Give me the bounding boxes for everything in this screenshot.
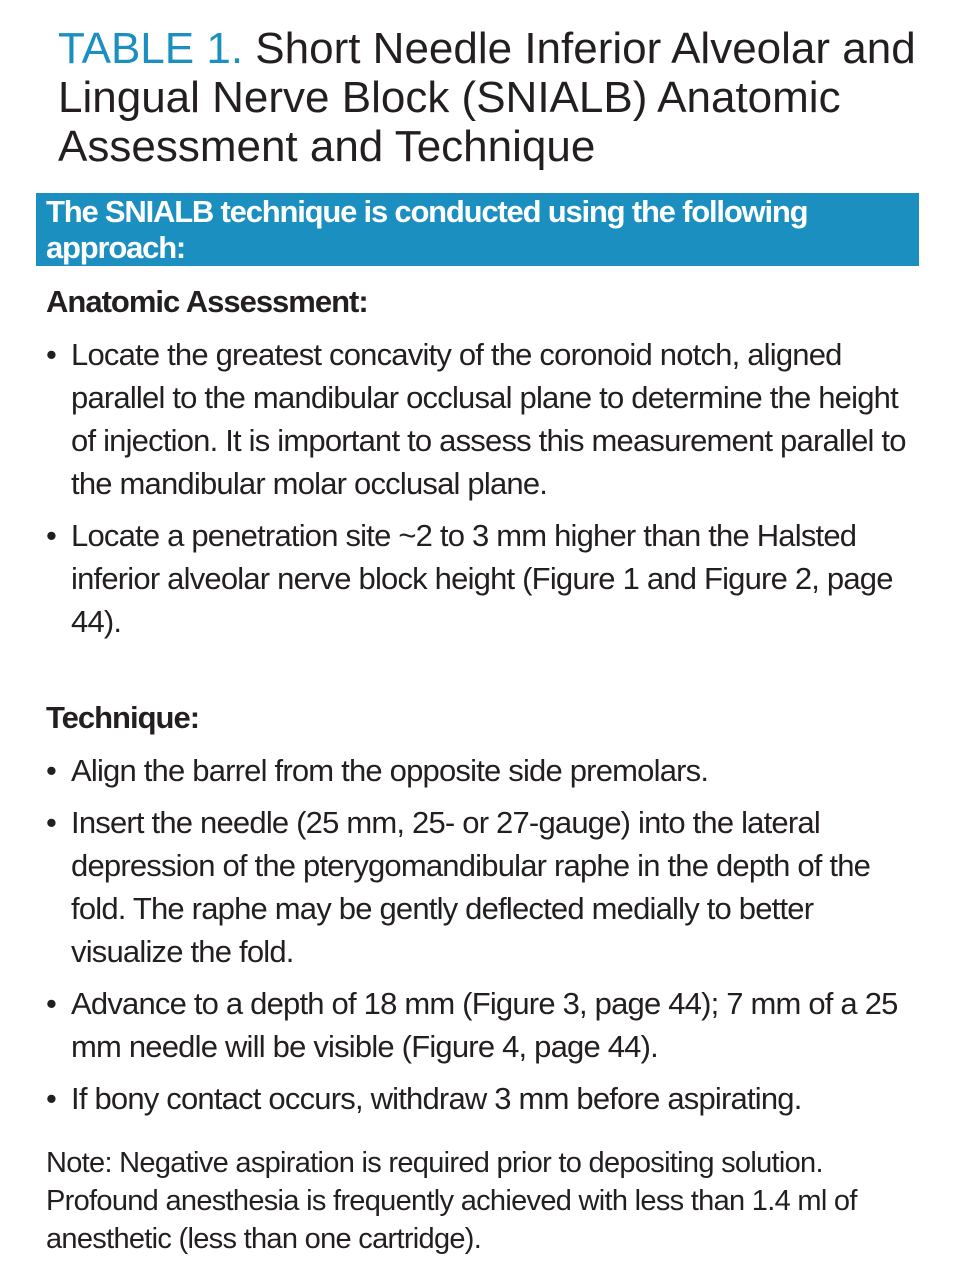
list-item: • If bony contact occurs, withdraw 3 mm before aspirating. <box>46 1077 906 1120</box>
section-anatomic-assessment <box>46 280 906 643</box>
footnote: Note: Negative aspiration is required prior to depositing solution. Profound anesthesia is frequently achieved with less than 1.4 ml of anesthetic (less than one cartridge). <box>46 1147 857 1255</box>
section-heading: Technique: <box>46 700 200 735</box>
bullet-list <box>46 333 906 643</box>
table-title-text: Short Needle Inferior Alveolar and Lingual Nerve Block (SNIALB) Anatomic Assessment and Technique <box>58 24 916 171</box>
list-item: • Locate the greatest concavity of the coronoid notch, aligned parallel to the mandibular occlusal plane to determine the height of injection. It is important to assess this measurement parallel to the mandibular molar occlusal plane. <box>46 333 906 505</box>
table-number-label: TABLE 1. <box>58 24 244 73</box>
table-content <box>46 280 906 1287</box>
section-technique <box>46 696 906 1120</box>
list-item: • Insert the needle (25 mm, 25- or 27-gauge) into the lateral depression of the pterygomandibular raphe in the depth of the fold. The raphe may be gently deflected medially to better visualize the fold. <box>46 801 906 973</box>
list-item: • Locate a penetration site ~2 to 3 mm higher than the Halsted inferior alveolar nerve block height (Figure 1 and Figure 2, page 44). <box>46 514 906 643</box>
list-item: • Align the barrel from the opposite side premolars. <box>46 749 906 792</box>
list-item: • Advance to a depth of 18 mm (Figure 3, page 44); 7 mm of a 25 mm needle will be visible (Figure 4, page 44). <box>46 982 906 1068</box>
table-title <box>58 24 928 171</box>
section-heading: Anatomic Assessment: <box>46 284 368 319</box>
intro-banner: The SNIALB technique is conducted using the following approach: <box>36 193 919 266</box>
bullet-list <box>46 749 906 1120</box>
